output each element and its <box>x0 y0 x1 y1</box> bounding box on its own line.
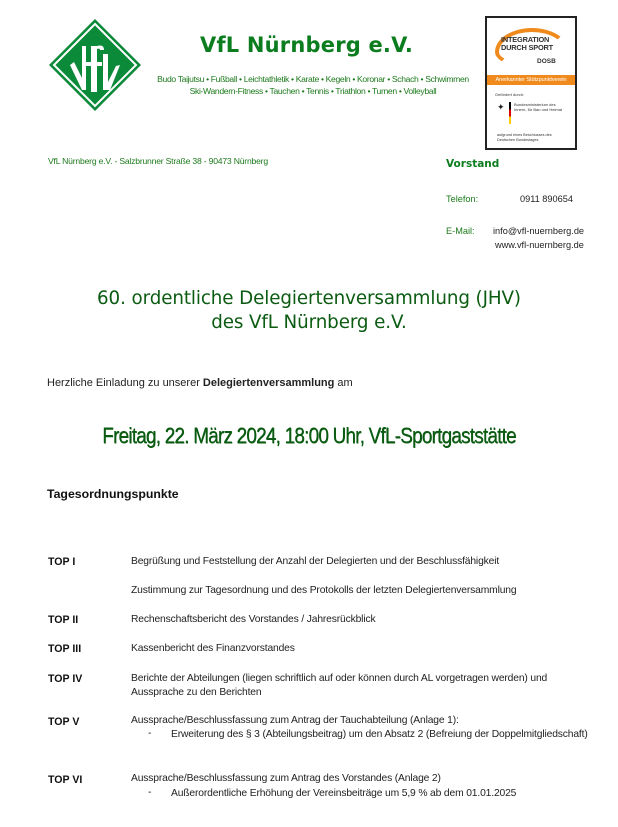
agenda-text-top-5: Aussprache/Beschlussfassung zum Antrag der Tauchabteilung (Anlage 1): <box>131 715 459 726</box>
website-link[interactable]: www.vfl-nuernberg.de <box>495 240 584 250</box>
badge-title <box>501 36 573 52</box>
agenda-label-top-1: TOP I <box>48 556 76 568</box>
club-logo <box>48 18 142 112</box>
agenda-heading: Tagesordnungspunkte <box>47 487 179 501</box>
funded-by-label: Gefördert durch: <box>495 92 525 97</box>
agenda-label-top-2: TOP II <box>48 614 79 626</box>
agenda-text-top-1: Begrüßung und Feststellung der Anzahl der Delegierten und der Beschlussfähigkeit <box>131 556 500 567</box>
phone-label: Telefon: <box>446 194 479 204</box>
agenda-text-top-6: Aussprache/Beschlussfassung zum Antrag des Vorstandes (Anlage 2) <box>131 773 441 784</box>
document-title <box>0 287 618 335</box>
agenda-label-top-4: TOP IV <box>48 673 83 685</box>
vfl-diamond-logo-icon <box>48 18 142 112</box>
agenda-text-top-1b: Zustimmung zur Tagesordnung und des Protokolls der letzten Delegiertenversammlung <box>131 585 517 596</box>
dosb-logo: DOSB <box>537 58 556 65</box>
invitation-text <box>47 377 353 389</box>
invitation-bold: Delegiertenversammlung <box>202 377 335 389</box>
integration-durch-sport-badge <box>485 16 577 150</box>
club-name-heading: VfL Nürnberg e.V. <box>200 33 414 57</box>
sports-line-2: Ski-Wandern-Fitness • Tauchen • Tennis • Triathlon • Turnen • Volleyball <box>189 86 437 96</box>
invitation-suffix: am <box>334 377 353 389</box>
agenda-label-top-3: TOP III <box>48 643 82 655</box>
email-link[interactable]: info@vfl-nuernberg.de <box>493 226 585 236</box>
agenda-subitem-top-5: Erweiterung des § 3 (Abteilungsbeitrag) um den Absatz 2 (Befreiung der Doppelmitgliedschaft) <box>171 729 588 740</box>
agenda-subitem-top-6: Außerordentliche Erhöhung der Vereinsbeiträge um 5,9 % ab dem 01.01.2025 <box>171 788 517 799</box>
badge-title-line2: DURCH SPORT <box>501 43 553 52</box>
email-label: E-Mail: <box>446 226 475 236</box>
agenda-bullet-dash: - <box>148 728 152 739</box>
ministry-name: Bundesministerium des Innern, für Bau und Heimat <box>514 102 563 112</box>
contact-heading: Vorstand <box>446 158 500 170</box>
badge-title-line1: INTEGRATION <box>501 35 550 44</box>
federal-eagle-icon: ✦ <box>497 102 505 112</box>
agenda-label-top-5: TOP V <box>48 716 80 728</box>
sports-line-1: Budo Taijutsu • Fußball • Leichtathletik • Karate • Kegeln • Koronar • Schach • Schwimmen <box>157 74 469 84</box>
document-title-line2: des VfL Nürnberg e.V. <box>211 312 407 333</box>
agenda-text-top-2: Rechenschaftsbericht des Vorstandes / Jahresrückblick <box>131 614 376 625</box>
german-flag-icon <box>509 102 511 124</box>
agenda-text-top-3: Kassenbericht des Finanzvorstandes <box>131 643 295 654</box>
agenda-bullet-dash: - <box>148 787 152 798</box>
phone-number: 0911 890654 <box>520 194 573 204</box>
badge-stripe: Anerkannter Stützpunktverein <box>487 75 575 85</box>
event-datetime-location: Freitag, 22. März 2024, 18:00 Uhr, VfL-Sportgaststätte <box>102 423 516 448</box>
club-address: VfL Nürnberg e.V. - Salzbrunner Straße 38 - 90473 Nürnberg <box>48 156 268 166</box>
agenda-label-top-6: TOP VI <box>48 774 83 786</box>
agenda-text-top-4: Berichte der Abteilungen (liegen schriftlich auf oder können durch AL vorgetragen werden) und Aussprache zu den Berichten <box>131 673 548 698</box>
invitation-prefix: Herzliche Einladung zu unserer <box>47 377 203 389</box>
document-title-line1: 60. ordentliche Delegiertenversammlung (JHV) <box>97 288 521 309</box>
sports-list <box>148 73 478 97</box>
badge-footer: aufgrund eines Beschlusses des Deutschen Bundestages <box>497 133 552 142</box>
